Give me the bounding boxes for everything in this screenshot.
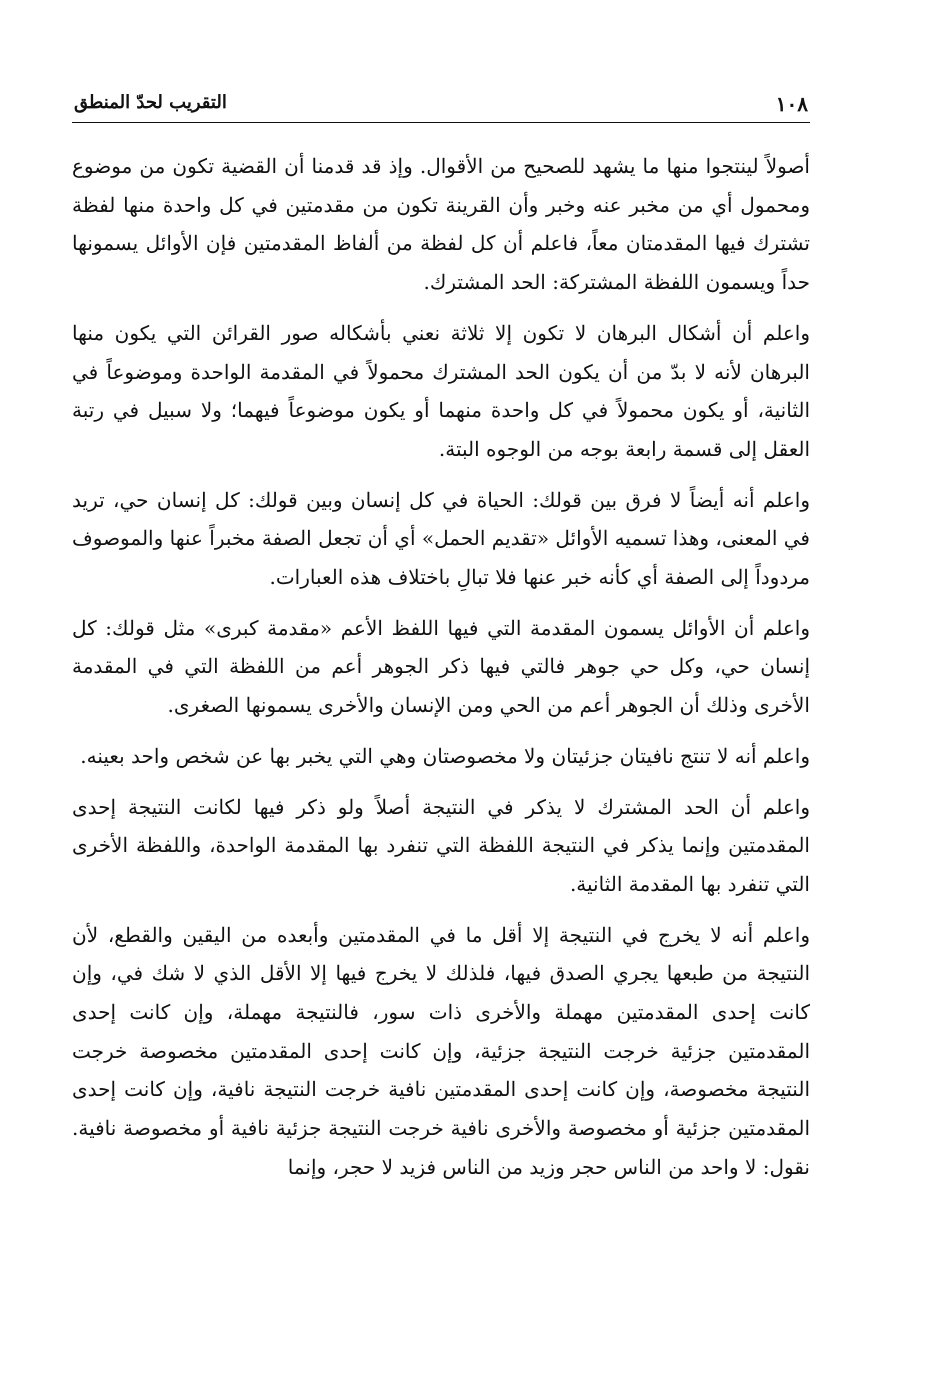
paragraph: واعلم أن أشكال البرهان لا تكون إلا ثلاثة نعني بأشكاله صور القرائن التي يكون منها البرهان لأنه لا بدّ من أن يكون الحد المشترك محمولاً في المقدمة الواحدة وموضوعاً في الثانية، أو يكون محمولاً في كل واحدة منهما أو يكون موضوعاً فيهما؛ ولا سبيل في رتبة العقل إلى قسمة رابعة بوجه من الوجوه البتة. — [72, 320, 811, 461]
paragraph: واعلم أنه أيضاً لا فرق بين قولك: الحياة في كل إنسان وبين قولك: كل إنسان حي، تريد في المعنى، وهذا تسميه الأوائل «تقديم الحمل» أي أن تجعل الصفة مخبراً عنها والموصوف مردوداً إلى الصفة أي كأنه خبر عنها فلا تبالِ باختلاف هذه العبارات. — [72, 487, 810, 590]
paragraph: أصولاً لينتجوا منها ما يشهد للصحيح من الأقوال. وإذ قد قدمنا أن القضية تكون من موضوع ومحمول أي من مخبر عنه وخبر وأن القرينة تكون من مقدمتين في كل واحدة منها لفظة تشترك فيها المقدمتان معاً، فاعلم أن كل لفظة من ألفاظ المقدمتين فإن الأوائل يسمونها حداً ويسمون اللفظة المشتركة: الحد المشترك. — [72, 154, 810, 295]
body-text — [72, 147, 810, 1187]
paragraph: واعلم أنه لا يخرج في النتيجة إلا أقل ما في المقدمتين وأبعده من اليقين والقطع، لأن النتيجة من طبعها يجري الصدق فيها، فلذلك لا يخرج فيها إلا الأقل الذي لا شك في، وإن كانت إحدى المقدمتين مهملة والأخرى ذات سور، فالنتيجة مهملة، وإن كانت إحدى المقدمتين جزئية خرجت النتيجة جزئية، وإن كانت إحدى المقدمتين مخصوصة خرجت النتيجة مخصوصة، وإن كانت إحدى المقدمتين نافية خرجت النتيجة نافية، وإن كانت إحدى المقدمتين جزئية أو مخصوصة والأخرى نافية خرجت النتيجة جزئية نافية أو مخصوصة نافية. نقول: لا واحد من الناس حجر وزيد من الناس فزيد لا حجر، وإنما — [72, 922, 810, 1179]
paragraph: واعلم أن الحد المشترك لا يذكر في النتيجة أصلاً ولو ذكر فيها لكانت النتيجة إحدى المقدمتين وإنما يذكر في النتيجة اللفظة التي تنفرد بها المقدمة الواحدة، واللفظة الأخرى التي تنفرد بها المقدمة الثانية. — [72, 794, 810, 896]
paragraph: واعلم أنه لا تنتج نافيتان جزئيتان ولا مخصوصتان وهي التي يخبر بها عن شخص واحد بعينه. — [80, 743, 810, 768]
book-title: التقريب لحدّ المنطق — [74, 92, 227, 113]
running-header — [72, 86, 810, 123]
page-number: ١٠٨ — [775, 92, 808, 116]
paragraph: واعلم أن الأوائل يسمون المقدمة التي فيها اللفظ الأعم «مقدمة كبرى» مثل قولك: كل إنسان حي، وكل حي جوهر فالتي فيها ذكر الجوهر أعم من اللفظة التي في المقدمة الأخرى وذلك أن الجوهر أعم من الحي ومن الإنسان والأخرى يسمونها الصغرى. — [72, 615, 810, 718]
book-page — [72, 86, 810, 1346]
